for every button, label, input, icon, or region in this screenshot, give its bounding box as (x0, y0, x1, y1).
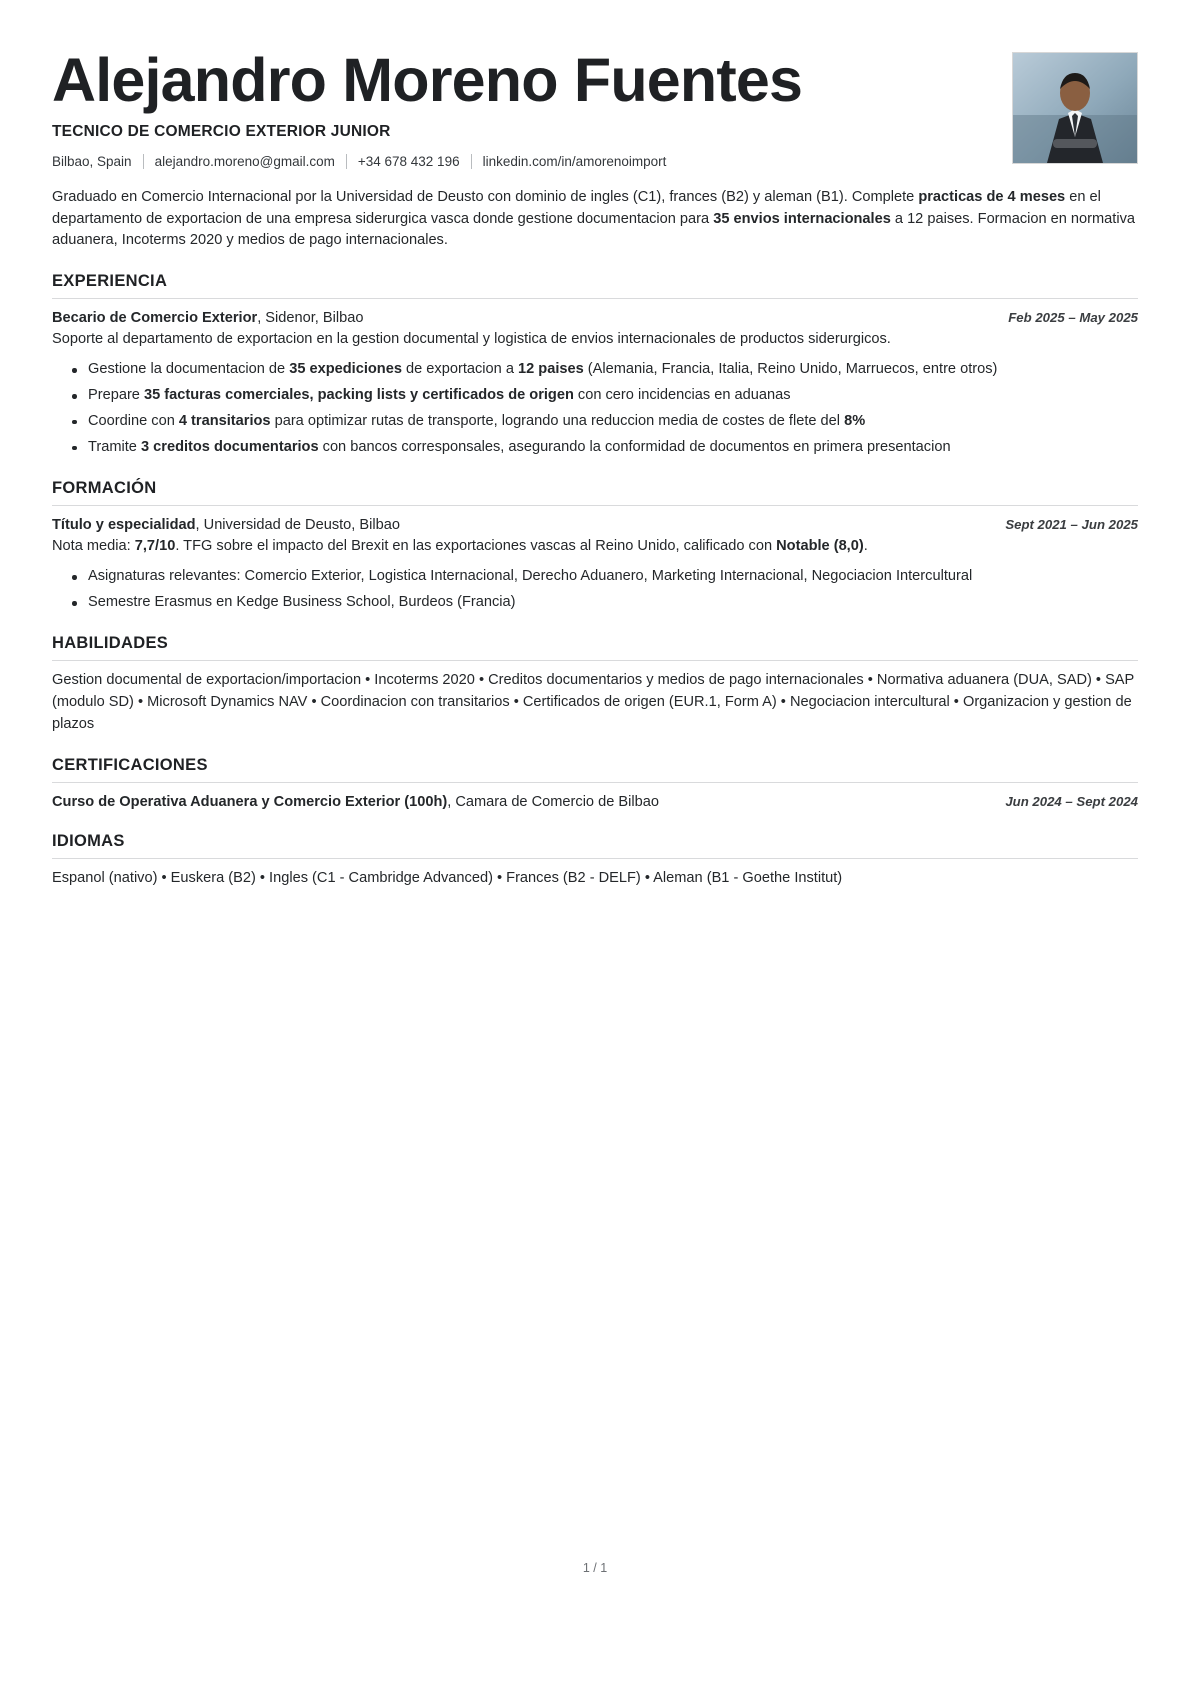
resume-header (52, 48, 1138, 252)
section-languages (52, 832, 1138, 890)
page-title: Alejandro Moreno Fuentes (52, 46, 803, 114)
section-title-languages: IDIOMAS (52, 832, 125, 851)
section-divider (52, 782, 1138, 783)
bullet-bold: 12 paises (518, 361, 584, 378)
section-title-experience: EXPERIENCIA (52, 271, 168, 290)
experience-description: Soporte al departamento de exportacion en la gestion documental y logistica de envios internacionales de productos siderurgicos. (52, 331, 891, 347)
education-date: Sept 2021 – Jun 2025 (1005, 516, 1138, 532)
bullet-text: con cero incidencias en aduanas (573, 387, 791, 404)
education-detail-text: Nota media: (52, 538, 135, 555)
list-item (88, 359, 1138, 381)
section-divider (52, 298, 1138, 299)
portrait-photo-icon (1013, 53, 1137, 163)
contact-line (52, 154, 1138, 169)
section-divider (52, 858, 1138, 859)
list-item: Asignaturas relevantes: Comercio Exterior, Logistica Internacional, Derecho Aduanero, Marketing Internacional, Negociacion Intercultural (88, 566, 1138, 588)
certification-date: Jun 2024 – Sept 2024 (1005, 793, 1138, 809)
section-divider (52, 505, 1138, 506)
experience-bullets (52, 359, 1138, 459)
bullet-bold: 8% (844, 412, 866, 429)
education-grade: 7,7/10 (134, 538, 176, 555)
section-education (52, 479, 1138, 614)
summary-paragraph (52, 187, 1138, 251)
avatar (1012, 52, 1138, 164)
contact-phone[interactable]: +34 678 432 196 (357, 154, 460, 170)
education-detail (52, 536, 1138, 557)
bullet-text: de exportacion a (401, 361, 518, 378)
skills-text: Gestion documental de exportacion/importacion • Incoterms 2020 • Creditos documentarios y medios de pago internacionales • Normativa aduanera (DUA, SAD) • SAP (modulo SD) • Microsoft Dynamics NAV • Coordinacion con transitarios • Certificados de origen (EUR.1, Form A) • Negociacion intercultural • Organizacion y gestion de plazos (52, 672, 1135, 732)
job-title: TECNICO DE COMERCIO EXTERIOR JUNIOR (52, 123, 391, 141)
divider-icon (143, 154, 144, 169)
summary-text-2: en el departamento de exportacion de una empresa siderurgica vasca donde gestione documentacion para (52, 189, 1101, 227)
experience-date: Feb 2025 – May 2025 (1008, 309, 1138, 325)
bullet-text: Tramite (88, 438, 141, 455)
languages-text: Espanol (nativo) • Euskera (B2) • Ingles (C1 - Cambridge Advanced) • Frances (B2 - DELF) • Aleman (B1 - Goethe Institut) (52, 870, 843, 887)
education-degree (52, 515, 400, 535)
education-institution: , Universidad de Deusto, Bilbao (195, 516, 400, 533)
education-thesis-grade: Notable (8,0) (776, 538, 864, 555)
experience-company: , Sidenor, Bilbao (257, 309, 364, 326)
certification-name (52, 792, 659, 812)
education-bullets (52, 566, 1138, 614)
divider-icon (346, 154, 347, 169)
summary-text-1: Graduado en Comercio Internacional por la Universidad de Deusto con dominio de ingles (C1), frances (B2) y aleman (B1). Complete (52, 189, 919, 206)
certification-title: Curso de Operativa Aduanera y Comercio Exterior (100h) (52, 793, 448, 810)
experience-entry-header (52, 308, 1138, 328)
section-experience (52, 272, 1138, 459)
bullet-text: (Alemania, Francia, Italia, Reino Unido, Marruecos, entre otros) (583, 361, 998, 378)
bullet-text: con bancos corresponsales, asegurando la conformidad de documentos en primera presentacion (318, 438, 951, 455)
bullet-text: Coordine con (88, 412, 179, 429)
list-item (88, 385, 1138, 407)
education-entry-header (52, 515, 1138, 535)
certification-issuer: , Camara de Comercio de Bilbao (447, 793, 659, 810)
experience-role-title: Becario de Comercio Exterior (52, 309, 258, 326)
list-item (88, 411, 1138, 433)
summary-bold-1: practicas de 4 meses (918, 189, 1066, 206)
divider-icon (471, 154, 472, 169)
experience-role (52, 308, 364, 328)
contact-email[interactable]: alejandro.moreno@gmail.com (154, 154, 335, 170)
summary-bold-2: 35 envios internacionales (713, 210, 891, 227)
list-item (88, 437, 1138, 459)
education-detail-text: . (863, 538, 868, 555)
bullet-bold: 4 transitarios (178, 412, 271, 429)
list-item: Semestre Erasmus en Kedge Business School, Burdeos (Francia) (88, 592, 1138, 614)
summary-text-3: a 12 paises. Formacion en normativa aduanera, Incoterms 2020 y medios de pago internacionales. (52, 210, 1136, 249)
education-detail-text: . TFG sobre el impacto del Brexit en las exportaciones vascas al Reino Unido, calificado con (175, 538, 777, 555)
bullet-bold: 35 expediciones (289, 361, 402, 378)
section-title-education: FORMACIÓN (52, 478, 157, 497)
bullet-text: para optimizar rutas de transporte, logrando una reduccion media de costes de flete del (270, 412, 845, 429)
bullet-text: Prepare (88, 387, 144, 404)
certification-entry (52, 792, 1138, 812)
section-title-skills: HABILIDADES (52, 634, 169, 653)
section-skills (52, 634, 1138, 736)
bullet-bold: 35 facturas comerciales, packing lists y certificados de origen (143, 387, 574, 404)
bullet-text: Gestione la documentacion de (88, 361, 290, 378)
section-title-certifications: CERTIFICACIONES (52, 755, 208, 774)
contact-linkedin[interactable]: linkedin.com/in/amorenoimport (482, 154, 667, 170)
bullet-bold: 3 creditos documentarios (140, 438, 319, 455)
education-degree-title: Título y especialidad (52, 516, 196, 533)
section-divider (52, 660, 1138, 661)
page-indicator: 1 / 1 (582, 1561, 608, 1575)
contact-location: Bilbao, Spain (52, 154, 132, 170)
section-certifications (52, 756, 1138, 812)
